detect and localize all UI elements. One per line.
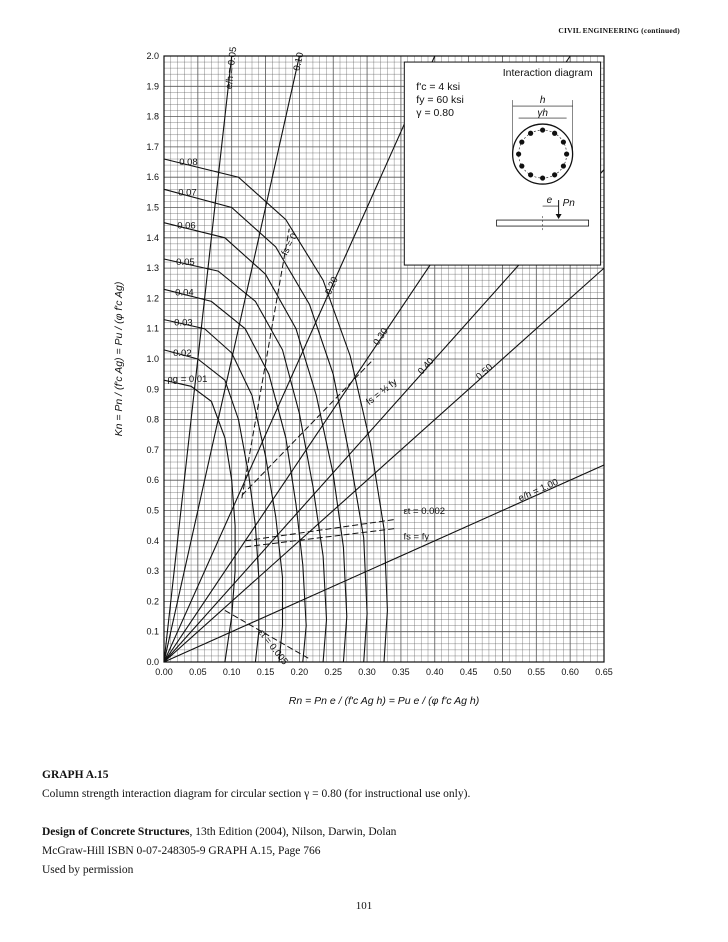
rebar-dot bbox=[552, 172, 557, 177]
strain-label: fs = ½ fy bbox=[364, 376, 400, 408]
rho-label: 0.07 bbox=[178, 187, 197, 199]
y-tick-label: 0.1 bbox=[146, 626, 159, 637]
x-tick-label: 0.35 bbox=[392, 667, 410, 677]
y-tick-label: 0.0 bbox=[146, 657, 159, 667]
book-citation bbox=[42, 823, 682, 842]
x-tick-label: 0.45 bbox=[459, 667, 478, 677]
rho-label: 0.02 bbox=[173, 347, 192, 359]
y-tick-label: 0.6 bbox=[146, 475, 159, 486]
x-tick-label: 0.10 bbox=[222, 667, 241, 677]
gamma-h-label: γh bbox=[537, 108, 548, 120]
y-tick-label: 0.8 bbox=[146, 414, 159, 425]
y-tick-label: 1.3 bbox=[146, 263, 159, 274]
rebar-dot bbox=[519, 139, 524, 144]
x-tick-label: 0.05 bbox=[189, 667, 207, 677]
graph-id: GRAPH A.15 bbox=[42, 769, 109, 781]
y-tick-label: 1.1 bbox=[146, 323, 159, 334]
y-tick-label: 0.4 bbox=[146, 535, 159, 546]
x-tick-label: 0.30 bbox=[358, 667, 376, 677]
y-tick-label: 1.2 bbox=[146, 293, 159, 304]
eccentricity-line bbox=[164, 268, 604, 662]
x-tick-label: 0.65 bbox=[595, 667, 613, 677]
y-tick-label: 1.9 bbox=[146, 81, 159, 92]
eccentricity-label: e/h = 0.05 bbox=[223, 46, 240, 90]
y-tick-label: 1.7 bbox=[146, 141, 159, 152]
y-tick-label: 2.0 bbox=[146, 51, 159, 61]
rebar-dot bbox=[528, 172, 533, 177]
strain-label: εt = 0.005 bbox=[255, 627, 290, 668]
y-tick-label: 1.6 bbox=[146, 172, 159, 183]
rho-label: ρg = 0.01 bbox=[167, 374, 208, 386]
rho-label: 0.08 bbox=[179, 157, 198, 169]
x-axis-title: Rn = Pn e / (f'c Ag h) = Pu e / (φ f'c Ag h) bbox=[288, 695, 480, 707]
rebar-dot bbox=[561, 163, 566, 168]
eccentricity-label: 0.10 bbox=[291, 51, 307, 72]
y-tick-label: 1.8 bbox=[146, 111, 159, 122]
interaction-legend-box bbox=[404, 62, 600, 265]
y-tick-label: 0.5 bbox=[146, 505, 159, 516]
x-tick-label: 0.00 bbox=[155, 667, 173, 677]
y-tick-label: 1.5 bbox=[146, 202, 159, 213]
page-number: 101 bbox=[355, 900, 373, 912]
legend-param: γ = 0.80 bbox=[416, 107, 454, 120]
permission-line: Used by permission bbox=[42, 864, 134, 876]
eccentricity-label: 0.40 bbox=[415, 355, 437, 377]
publisher-line: McGraw-Hill ISBN 0-07-248305-9 GRAPH A.15, Page 766 bbox=[42, 845, 321, 857]
x-tick-label: 0.20 bbox=[290, 667, 309, 677]
rho-label: 0.06 bbox=[177, 220, 196, 232]
eccentricity-label: e/h = 1.00 bbox=[516, 476, 561, 505]
e-label: e bbox=[546, 195, 553, 207]
x-tick-label: 0.60 bbox=[561, 667, 579, 677]
rebar-dot bbox=[552, 131, 557, 136]
legend-param: fy = 60 ksi bbox=[416, 94, 464, 107]
interaction-diagram-chart bbox=[110, 40, 630, 740]
y-tick-label: 1.4 bbox=[146, 232, 159, 243]
legend-param: f'c = 4 ksi bbox=[416, 81, 461, 94]
eccentricity-label: 0.30 bbox=[371, 326, 391, 348]
rho-label: 0.03 bbox=[174, 317, 193, 329]
y-tick-label: 1.0 bbox=[146, 354, 159, 364]
rho-label: 0.04 bbox=[175, 287, 194, 299]
book-details: , 13th Edition (2004), Nilson, Darwin, Dolan bbox=[189, 826, 397, 838]
rebar-dot bbox=[540, 175, 545, 180]
rho-label: 0.05 bbox=[176, 257, 195, 269]
h-label: h bbox=[539, 95, 546, 107]
eccentricity-label: 0.20 bbox=[323, 275, 341, 297]
y-tick-label: 0.2 bbox=[146, 596, 159, 607]
y-tick-label: 0.7 bbox=[146, 444, 159, 455]
book-title: Design of Concrete Structures bbox=[42, 826, 190, 838]
rebar-dot bbox=[528, 131, 533, 136]
y-axis-title: Kn = Pn / (f'c Ag) = Pu / (φ f'c Ag) bbox=[113, 281, 125, 437]
eccentricity-label: 0.50 bbox=[474, 361, 496, 383]
strain-label: εt = 0.002 bbox=[403, 506, 446, 518]
y-tick-label: 0.3 bbox=[146, 566, 159, 577]
strain-label: fs = fy bbox=[403, 531, 430, 543]
y-tick-label: 0.9 bbox=[146, 384, 159, 395]
caption-block bbox=[42, 766, 682, 880]
x-tick-label: 0.50 bbox=[493, 667, 512, 677]
x-tick-label: 0.40 bbox=[426, 667, 444, 677]
rebar-dot bbox=[519, 163, 524, 168]
x-tick-label: 0.55 bbox=[527, 667, 546, 677]
x-tick-label: 0.15 bbox=[256, 667, 275, 677]
strain-label: fs = 0 bbox=[279, 231, 301, 258]
x-tick-label: 0.25 bbox=[324, 667, 342, 677]
graph-description: Column strength interaction diagram for circular section γ = 0.80 (for instructional use only). bbox=[42, 788, 471, 800]
pn-label: Pn bbox=[562, 198, 575, 210]
legend-title: Interaction diagram bbox=[502, 67, 593, 80]
rebar-dot bbox=[561, 139, 566, 144]
rebar-dot bbox=[564, 151, 569, 156]
rebar-dot bbox=[516, 151, 521, 156]
rebar-dot bbox=[540, 127, 545, 132]
running-head: CIVIL ENGINEERING (continued) bbox=[558, 26, 680, 35]
